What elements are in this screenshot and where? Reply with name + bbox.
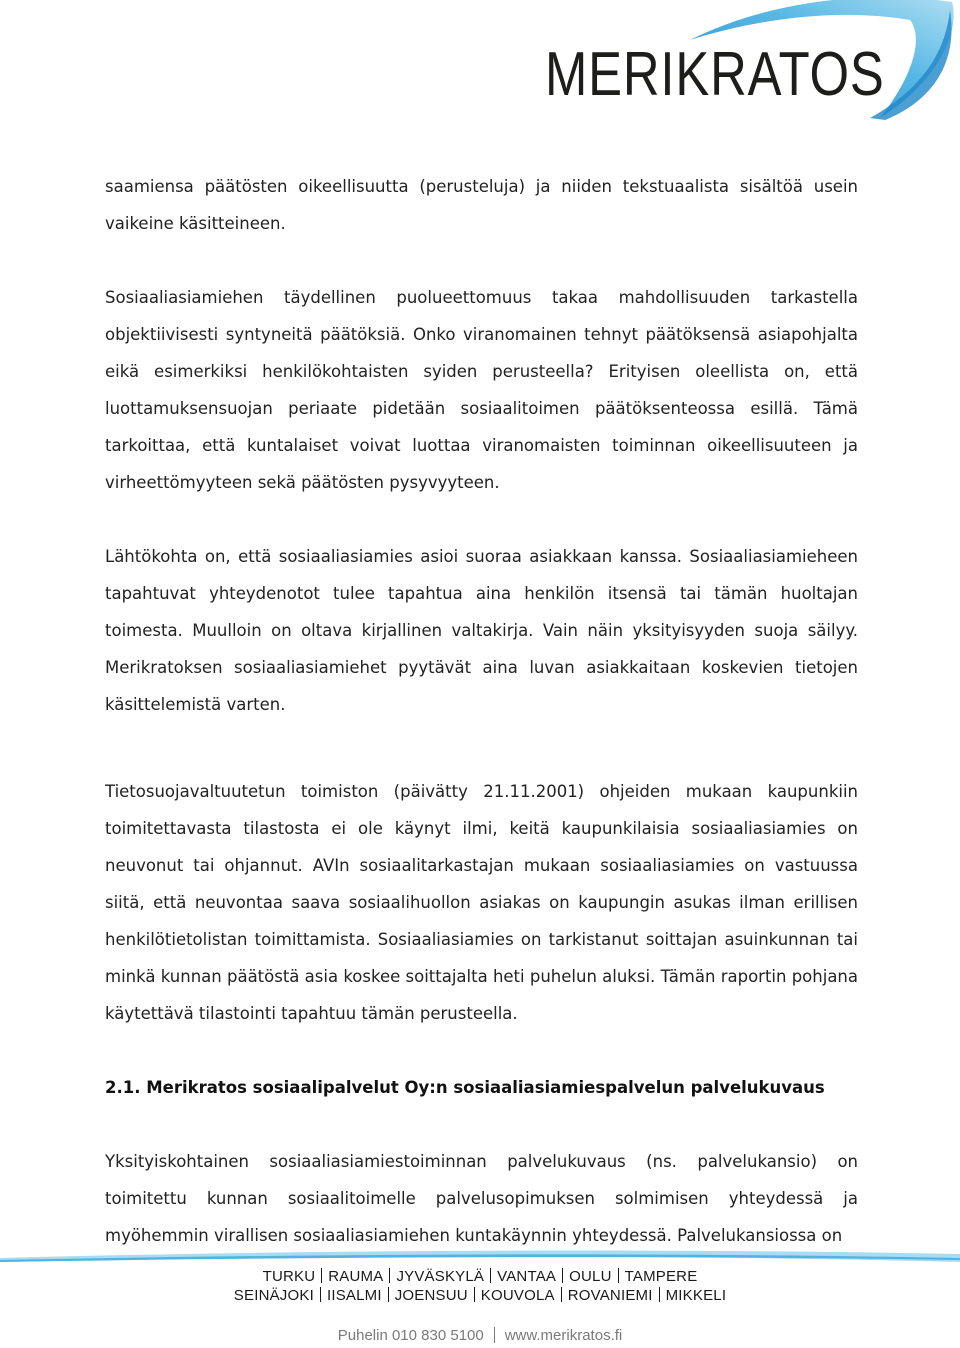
city-iisalmi: IISALMI [326, 1287, 382, 1304]
city-tampere: TAMPERE [624, 1268, 698, 1285]
logo-text: MERIKRATOS [545, 40, 885, 109]
document-body [105, 168, 858, 1291]
footer-wave-decoration [0, 1240, 960, 1270]
city-joensuu: JOENSUU [394, 1287, 468, 1304]
paragraph-4: Tietosuojavaltuutetun toimiston (päivätty 21.11.2001) ohjeiden mukaan kaupunkiin toimitettavasta tilastosta ei ole käynyt ilmi, keitä kaupunkilaisia sosiaaliasiamies on neuvonut tai ohjannut. AVIn sosiaalitarkastajan mukaan sosiaaliasiamies on vastuussa siitä, että neuvontaa saava sosiaalihuollon asiakas on kaupungin asukas ilman erillisen henkilötietolistan toimittamista. Sosiaaliasiamies on tarkistanut soittajan asuinkunnan tai minkä kunnan päätöstä asia koskee soittajalta heti puhelun aluksi. Tämän raportin pohjana käytettävä tilastointi tapahtuu tämän perusteella. [105, 782, 858, 1023]
city-seinajoki: SEINÄJOKI [233, 1287, 314, 1304]
city-vantaa: VANTAA [497, 1268, 557, 1285]
city-rauma: RAUMA [328, 1268, 384, 1285]
paragraph-1: saamiensa päätösten oikeellisuutta (perusteluja) ja niiden tekstuaalista sisältöä usein vaikeine käsitteineen. [105, 177, 858, 233]
city-kouvola: KOUVOLA [480, 1287, 555, 1304]
footer-cities-row-1 [0, 1268, 960, 1285]
footer-cities-row-2 [0, 1287, 960, 1304]
paragraph-5: Yksityiskohtainen sosiaaliasiamiestoiminnan palvelukuvaus (ns. palvelukansio) on toimitettu kunnan sosiaalitoimelle palvelusopimuksen solmimisen yhteydessä ja myöhemmin virallisen sosiaaliasiamiehen kuntakäynnin yhteydessä. Palvelukansiossa on [105, 1152, 858, 1245]
footer-phone: Puhelin 010 830 5100 [337, 1327, 484, 1344]
footer-website-link[interactable]: www.merikratos.fi [504, 1327, 623, 1344]
city-jyvaskyla: JYVÄSKYLÄ [396, 1268, 485, 1285]
city-oulu: OULU [569, 1268, 612, 1285]
city-mikkeli: MIKKELI [665, 1287, 727, 1304]
city-rovaniemi: ROVANIEMI [567, 1287, 653, 1304]
city-turku: TURKU [262, 1268, 316, 1285]
paragraph-2: Sosiaaliasiamiehen täydellinen puolueettomuus takaa mahdollisuuden tarkastella objektiivisesti syntyneitä päätöksiä. Onko viranomainen tehnyt päätöksensä asiapohjalta eikä esimerkiksi henkilökohtaisten syiden perusteella? Erityisen oleellista on, että luottamuksensuojan periaate pidetään sosiaalitoimen päätöksenteossa esillä. Tämä tarkoittaa, että kuntalaiset voivat luottaa viranomaisten toiminnan oikeellisuuteen ja virheettömyyteen sekä päätösten pysyvyyteen. [105, 288, 858, 492]
paragraph-3: Lähtökohta on, että sosiaaliasiamies asioi suoraa asiakkaan kanssa. Sosiaaliasiamieheen tapahtuvat yhteydenotot tulee tapahtua aina henkilön itsensä tai tämän huoltajan toimesta. Muulloin on oltava kirjallinen valtakirja. Vain näin yksityisyyden suoja säilyy. Merikratoksen sosiaaliasiamiehet pyytävät aina luvan asiakkaitaan koskevien tietojen käsittelemistä varten. [105, 547, 858, 714]
section-heading: 2.1. Merikratos sosiaalipalvelut Oy:n sosiaaliasiamiespalvelun palvelukuvaus [105, 1078, 825, 1097]
footer-contact [0, 1327, 960, 1344]
